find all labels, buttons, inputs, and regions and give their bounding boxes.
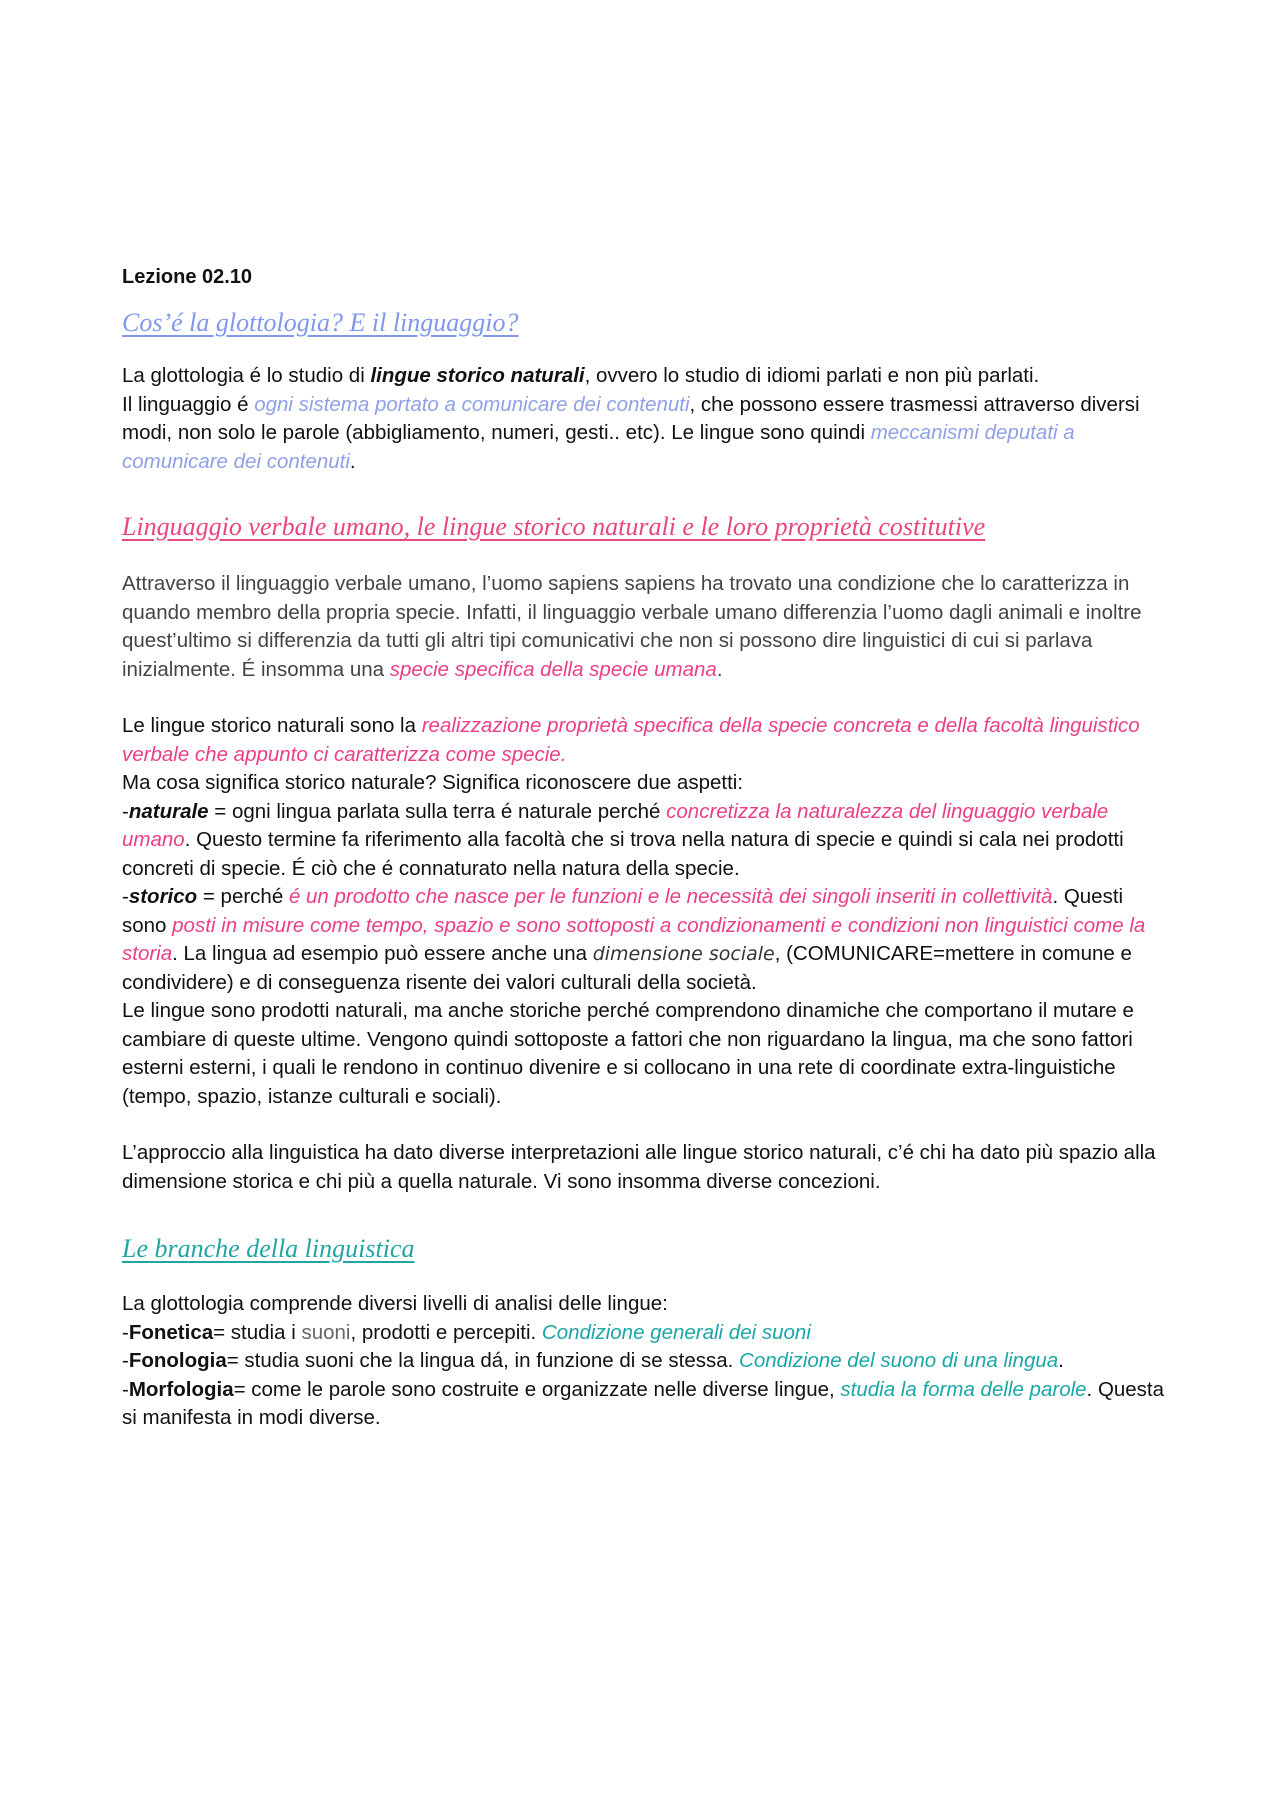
highlight-pink: realizzazione proprietà specifica della specie concreta e della facoltà linguistico verbale che appunto ci caratterizza come specie. xyxy=(122,714,1140,766)
highlight-pink: specie specifica della specie umana xyxy=(389,657,717,681)
section-heading-branche: Le branche della linguistica xyxy=(122,1234,415,1263)
text-run: La glottologia é lo studio di xyxy=(122,364,371,387)
highlight-teal: Condizione del suono di una lingua xyxy=(739,1349,1059,1372)
document-body xyxy=(122,262,1172,1433)
paragraph-branche-intro: La glottologia comprende diversi livelli di analisi delle lingue: xyxy=(122,1292,668,1315)
text-run: Il linguaggio é xyxy=(122,392,255,416)
highlight-pink: concretizza la naturalezza del linguaggio verbale umano xyxy=(122,799,1109,851)
grey-word: suoni xyxy=(301,1320,351,1344)
term-naturale: naturale xyxy=(128,799,209,823)
text-run: . Questo termine fa riferimento alla facoltà che si trova nella natura di specie e quindi si cala nei prodotti concreti di specie. É ciò che é connaturato nella natura della specie. xyxy=(122,828,1124,880)
bold-term: lingue storico naturali xyxy=(370,364,585,387)
highlight-teal: Condizione generali dei suoni xyxy=(541,1320,811,1344)
paragraph-question: Ma cosa significa storico naturale? Significa riconoscere due aspetti: xyxy=(122,771,744,794)
term-fonologia: Fonologia xyxy=(128,1349,227,1372)
text-run: = ogni lingua parlata sulla terra é naturale perché xyxy=(208,799,667,823)
text-run: , che possono essere trasmessi attraverso diversi modi, non solo le parole (abbigliamento, numeri, gesti.. etc). Le lingue sono quindi xyxy=(122,392,1140,444)
paragraph-lingue-storico-naturali xyxy=(122,712,1172,769)
text-run: = come le parole sono costruite e organizzate nelle diverse lingue, xyxy=(233,1377,841,1401)
dash: - xyxy=(122,1349,129,1372)
highlight-blue: ogni sistema portato a comunicare dei contenuti xyxy=(254,392,690,416)
text-run: , prodotti e percepiti. xyxy=(350,1320,542,1344)
text-run: . xyxy=(1058,1349,1064,1372)
term-storico: storico xyxy=(128,885,198,908)
list-item-fonologia xyxy=(122,1347,1172,1376)
dash: - xyxy=(122,1377,129,1401)
text-run: Attraverso il linguaggio verbale umano, l’uomo sapiens sapiens ha trovato una condizione che lo caratterizza in quando membro della propria specie. Infatti, il linguaggio verbale umano differenzia l’uomo dagli animali e inoltre quest’ultimo si differenzia da tutti gli altri tipi comunicativi che non si possono dire linguistici di cui si parlava inizialmente. É insomma una xyxy=(122,572,1142,681)
text-run: . xyxy=(349,449,356,473)
list-item-storico xyxy=(122,883,1172,997)
section-heading-linguaggio-verbale: Linguaggio verbale umano, le lingue storico naturali e le loro proprietà costitutive xyxy=(122,512,986,541)
paragraph-linguaggio-verbale xyxy=(122,570,1172,684)
highlight-pink: posti in misure come tempo, spazio e sono sottoposti a condizionamenti e condizioni non linguistici come la storia xyxy=(122,913,1146,965)
dash: - xyxy=(122,1320,129,1344)
text-run: . La lingua ad esempio può essere anche una xyxy=(172,942,593,965)
text-run: , ovvero lo studio di idiomi parlati e non più parlati. xyxy=(584,364,1040,387)
section-heading-glottologia: Cos’é la glottologia? E il linguaggio? xyxy=(122,308,519,337)
highlight-blue: meccanismi deputati a comunicare dei contenuti xyxy=(122,421,1075,473)
list-item-fonetica xyxy=(122,1319,1172,1348)
list-item-morfologia xyxy=(122,1376,1172,1433)
highlight-pink: é un prodotto che nasce per le funzioni e le necessità dei singoli inseriti in collettività xyxy=(288,885,1053,908)
dash: - xyxy=(122,885,129,908)
dash: - xyxy=(122,799,129,823)
term-morfologia: Morfologia xyxy=(128,1377,234,1401)
term-fonetica: Fonetica xyxy=(128,1320,214,1344)
paragraph-lingue-prodotti: Le lingue sono prodotti naturali, ma anche storiche perché comprendono dinamiche che comportano il mutare e cambiare di queste ultime. Vengono quindi sottoposte a fattori che non riguardano la lingua, ma che sono fattori esterni esterni, i quali le rendono in continuo divenire e si collocano in una rete di coordinate extra-linguistiche (tempo, spazio, istanze culturali e sociali). xyxy=(122,999,1134,1108)
italic-term: dimensione sociale xyxy=(592,943,775,965)
highlight-teal: studia la forma delle parole xyxy=(840,1377,1087,1401)
text-run: = studia suoni che la lingua dá, in funzione di se stessa. xyxy=(226,1349,740,1372)
text-run: = perché xyxy=(197,885,289,908)
list-item-naturale xyxy=(122,798,1172,884)
text-run: = studia i xyxy=(213,1320,302,1344)
paragraph-definition-linguaggio xyxy=(122,391,1172,477)
text-run: , (COMUNICARE=mettere in comune e condividere) e di conseguenza risente dei valori culturali della società. xyxy=(122,942,1132,994)
text-run: . Questa si manifesta in modi diverse. xyxy=(122,1377,1165,1429)
lesson-title: Lezione 02.10 xyxy=(122,266,253,288)
text-run: Le lingue storico naturali sono la xyxy=(122,714,422,737)
text-run: . xyxy=(716,657,723,681)
paragraph-approccio: L’approccio alla linguistica ha dato diverse interpretazioni alle lingue storico naturali, c’é chi ha dato più spazio alla dimensione storica e chi più a quella naturale. Vi sono insomma diverse concezioni. xyxy=(122,1141,1156,1193)
paragraph-definition-glottologia xyxy=(122,362,1172,391)
text-run: . Questi sono xyxy=(122,885,1124,937)
